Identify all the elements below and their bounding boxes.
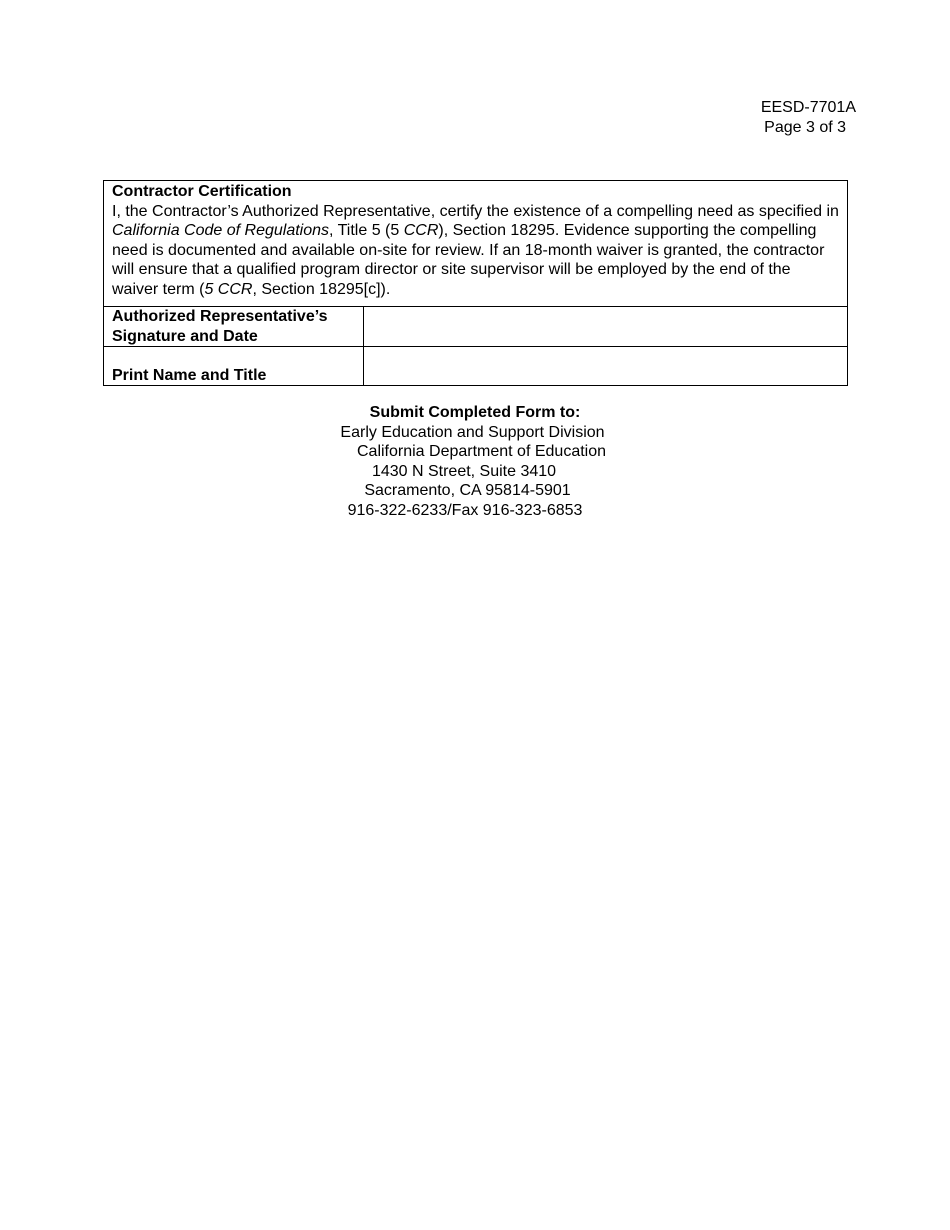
form-number: EESD-7701A <box>760 99 856 116</box>
certification-statement <box>112 202 839 300</box>
certification-row <box>104 181 848 307</box>
department-name: California Department of Education <box>356 443 607 460</box>
street-address: 1430 N Street, Suite 3410 <box>371 462 557 480</box>
signature-row <box>104 307 848 347</box>
signature-label-line1: Authorized Representative’s <box>112 308 328 325</box>
name-label: Print Name and Title <box>104 347 364 386</box>
certification-text-2: , Title 5 (5 <box>329 222 404 239</box>
phone-fax: 916-322-6233/Fax 916-323-6853 <box>347 501 583 519</box>
signature-field[interactable] <box>364 307 848 347</box>
submit-address-block <box>0 403 950 520</box>
signature-label <box>104 307 364 347</box>
division-name: Early Education and Support Division <box>340 423 605 441</box>
certification-text-1: I, the Contractor’s Authorized Representative, certify the existence of a compelling need as specified in <box>112 202 839 220</box>
certification-cell <box>104 181 848 307</box>
name-row <box>104 347 848 386</box>
certification-text-4: , Section 18295[c]). <box>252 280 391 298</box>
form-header <box>761 98 856 138</box>
city-address: Sacramento, CA 95814-5901 <box>364 482 571 499</box>
name-field[interactable] <box>364 347 848 386</box>
certification-title: Contractor Certification <box>112 183 292 200</box>
page-indicator: Page 3 of 3 <box>764 119 846 136</box>
certification-italic-1: California Code of Regulations <box>112 222 330 239</box>
certification-table <box>103 180 848 386</box>
certification-italic-2: CCR <box>403 222 439 239</box>
certification-italic-3: 5 CCR <box>204 280 253 298</box>
submit-title: Submit Completed Form to: <box>369 404 581 421</box>
signature-label-line2: Signature and Date <box>112 327 258 345</box>
certification-text-3: ), Section 18295. Evidence supporting the compelling need is documented and available on-site for review. If an 18-month waiver is granted, the contractor will ensure that a qualified program director or site supervisor will be employed by the end of the waiver term ( <box>112 222 825 298</box>
